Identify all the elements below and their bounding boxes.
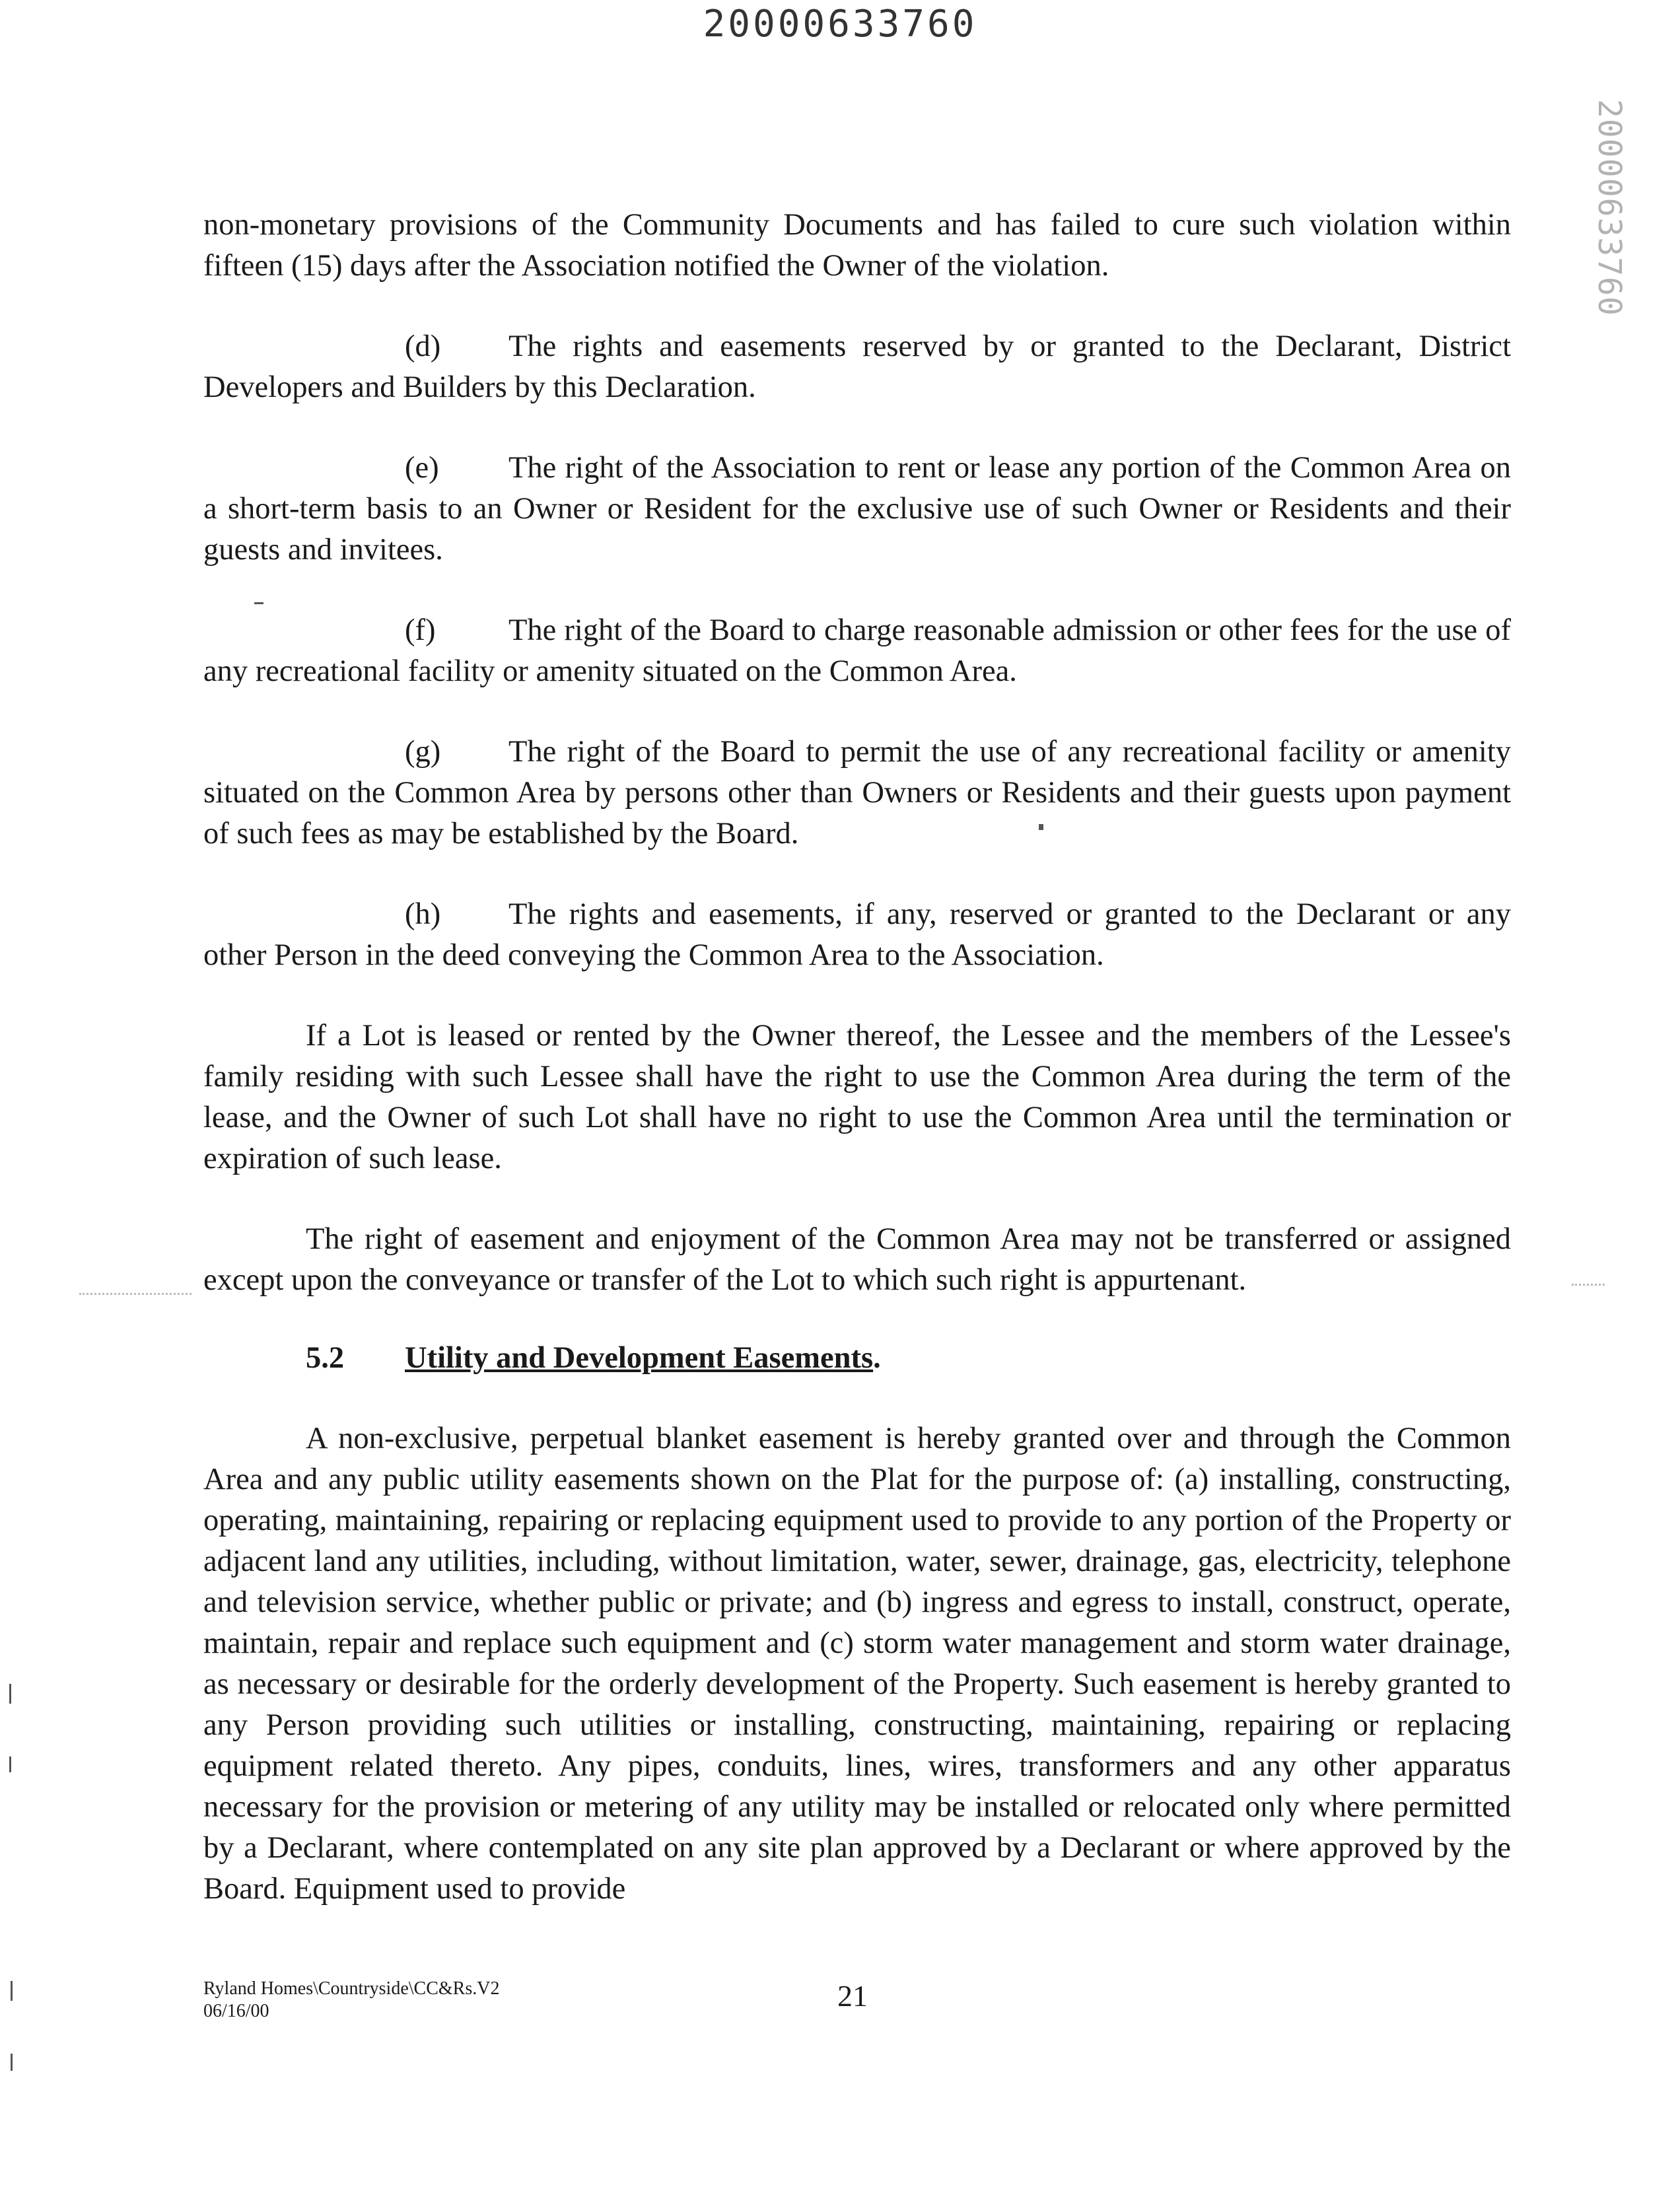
scan-speck <box>1039 824 1043 830</box>
section-period: . <box>873 1341 881 1375</box>
list-item-d <box>203 326 1511 408</box>
section-heading <box>203 1338 1511 1379</box>
item-tag: (f) <box>405 613 436 647</box>
section-title: Utility and Development Easements <box>405 1341 874 1375</box>
scan-margin-mark <box>11 2054 13 2071</box>
document-number: 20000633760 <box>703 3 977 46</box>
item-tag: (g) <box>405 735 441 769</box>
scan-margin-mark <box>9 1684 11 1704</box>
paragraph-continuation: non-monetary provisions of the Community Documents and has failed to cure such violation within fifteen (15) days after the Association notified the Owner of the violation. <box>203 208 1511 283</box>
scan-margin-mark <box>11 1981 13 2001</box>
item-text: The right of the Association to rent or lease any portion of the Common Area on a short-term basis to an Owner or Resident for the exclusive use of such Owner or Residents and their guests and invitees. <box>203 451 1511 567</box>
scan-speck <box>254 602 263 604</box>
footer-file-path: Ryland Homes\Countryside\CC&Rs.V2 <box>203 1978 500 1999</box>
scan-dotted-line <box>79 1293 192 1296</box>
item-text: The rights and easements reserved by or granted to the Declarant, District Developers and Builders by this Declaration. <box>203 330 1511 404</box>
side-stamp: 20000633760 <box>1591 99 1628 316</box>
page-number: 21 <box>837 1979 868 2013</box>
scan-margin-mark <box>9 1756 11 1772</box>
footer-date: 06/16/00 <box>203 2001 269 2021</box>
item-tag: (d) <box>405 330 441 363</box>
item-text: The rights and easements, if any, reserved or granted to the Declarant or any other Person in the deed conveying the Common Area to the Association. <box>203 897 1511 972</box>
item-text: The right of the Board to permit the use of any recreational facility or amenity situated on the Common Area by persons other than Owners or Residents and their guests upon payment of such fees as may be established by the Board. <box>203 735 1511 850</box>
list-item-g <box>203 732 1511 854</box>
item-tag: (e) <box>405 451 439 485</box>
footer-file-info <box>203 1978 499 2023</box>
document-body <box>203 205 1511 1910</box>
item-tag: (h) <box>405 897 441 931</box>
section-number: 5.2 <box>306 1341 345 1375</box>
item-text: The right of the Board to charge reasonable admission or other fees for the use of any recreational facility or amenity situated on the Common Area. <box>203 613 1511 688</box>
scan-dotted-line <box>1572 1284 1605 1287</box>
list-item-f <box>203 610 1511 692</box>
paragraph-transfer: The right of easement and enjoyment of the Common Area may not be transferred or assigned except upon the conveyance or transfer of the Lot to which such right is appurtenant. <box>203 1222 1511 1297</box>
list-item-h <box>203 894 1511 976</box>
paragraph-utility: A non-exclusive, perpetual blanket easement is hereby granted over and through the Common Area and any public utility easements shown on the Plat for the purpose of: (a) installing, constructing, operating, maintaining, repairing or replacing equipment used to provide to any portion of the Property or adjacent land any utilities, including, without limitation, water, sewer, drainage, gas, electricity, telephone and television service, whether public or private; and (b) ingress and egress to install, construct, operate, maintain, repair and replace such equipment and (c) storm water management and storm water drainage, as necessary or desirable for the orderly development of the Property. Such easement is hereby granted to any Person providing such utilities or installing, constructing, maintaining, repairing or replacing equipment related thereto. Any pipes, conduits, lines, wires, transformers and any other apparatus necessary for the provision or metering of any utility may be installed or relocated only where permitted by a Declarant, where contemplated on any site plan approved by a Declarant or where approved by the Board. Equipment used to provide <box>203 1422 1511 1906</box>
paragraph-lease: If a Lot is leased or rented by the Owner thereof, the Lessee and the members of the Lessee's family residing with such Lessee shall have the right to use the Common Area during the term of the lease, and the Owner of such Lot shall have no right to use the Common Area until the termination or expiration of such lease. <box>203 1019 1511 1175</box>
list-item-e <box>203 448 1511 571</box>
